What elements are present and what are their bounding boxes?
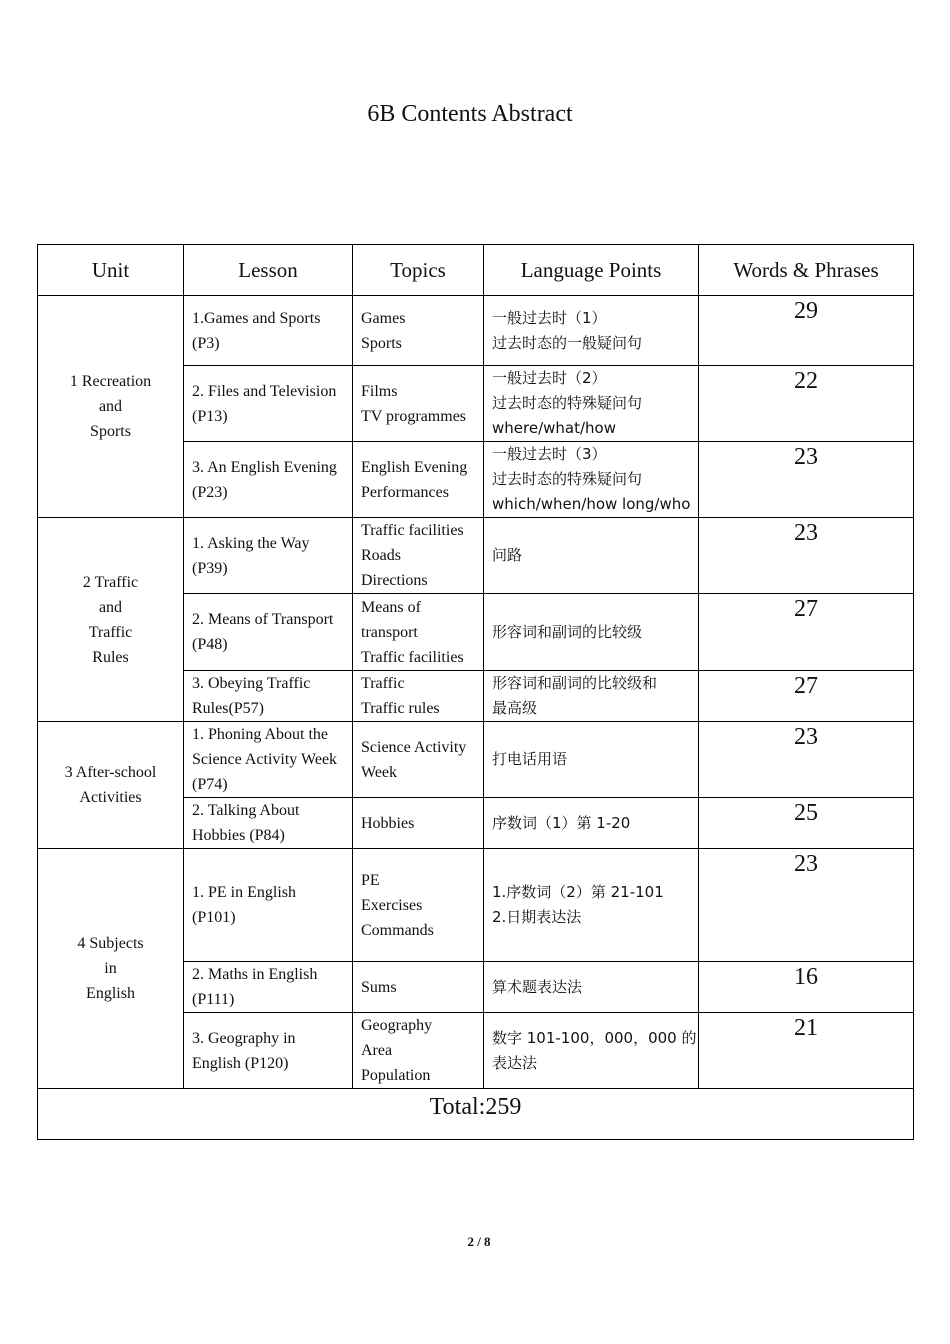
language-points-cell: [484, 594, 699, 671]
cell-line: 2. Means of Transport: [192, 611, 334, 628]
topics-cell: [353, 962, 484, 1013]
cell-line: TV programmes: [361, 407, 467, 425]
cell-line: Sports: [90, 423, 131, 440]
cell-line: 1.Games and Sports: [192, 309, 321, 327]
cell-line: 形容词和副词的比较级: [492, 622, 643, 641]
contents-table: [37, 244, 914, 1140]
cell-line: (P74): [192, 776, 228, 793]
cell-line: 一般过去时（2）: [492, 369, 607, 387]
cell-line: 数字 101-100，000，000 的: [492, 1028, 697, 1047]
cell-line: 1.序数词（2）第 21-101: [492, 883, 664, 901]
language-points-cell: [484, 962, 699, 1013]
topics-cell: [353, 296, 484, 366]
cell-line: where/what/how: [492, 419, 616, 437]
language-points-cell: [484, 722, 699, 798]
unit-cell: [38, 296, 184, 518]
cell-line: (P111): [192, 991, 235, 1008]
language-points-cell: [484, 671, 699, 722]
lesson-cell: [184, 962, 353, 1013]
lesson-cell: [184, 1013, 353, 1089]
header-topics: Topics: [353, 245, 484, 296]
words-count-cell: 29: [699, 296, 914, 366]
topics-cell: [353, 1013, 484, 1089]
lesson-cell: [184, 518, 353, 594]
cell-line: 最高级: [492, 699, 538, 717]
cell-line: Traffic facilities: [361, 522, 464, 539]
cell-line: Hobbies: [361, 814, 415, 832]
cell-line: Traffic: [88, 623, 133, 641]
cell-line: 3. Geography in: [192, 1029, 296, 1047]
lesson-cell: [184, 798, 353, 849]
cell-line: 4 Subjects: [77, 935, 144, 952]
language-points-cell: [484, 296, 699, 366]
words-count-cell: 27: [699, 671, 914, 722]
lesson-cell: [184, 296, 353, 366]
cell-line: English (P120): [192, 1054, 289, 1072]
cell-line: 形容词和副词的比较级和: [492, 674, 658, 692]
cell-line: 2. Maths in English: [192, 966, 318, 983]
cell-line: 2 Traffic: [82, 573, 139, 591]
topics-cell: [353, 442, 484, 518]
cell-line: Sums: [361, 978, 397, 996]
cell-line: 算术题表达法: [492, 977, 583, 996]
cell-line: Commands: [361, 921, 434, 939]
cell-line: and: [98, 598, 123, 616]
cell-line: Directions: [361, 572, 428, 589]
topics-cell: [353, 366, 484, 442]
cell-line: 1 Recreation: [69, 373, 152, 390]
language-points-cell: [484, 1013, 699, 1089]
cell-line: (P39): [192, 559, 228, 577]
cell-line: 序数词（1）第 1-20: [492, 813, 631, 832]
unit-cell: [38, 849, 184, 1089]
cell-line: 1. Phoning About the: [192, 726, 329, 743]
cell-line: 过去时态的一般疑问句: [492, 333, 643, 352]
lesson-cell: [184, 722, 353, 798]
cell-line: transport: [361, 623, 418, 641]
document-title: 6B Contents Abstract: [367, 101, 573, 127]
cell-line: Rules(P57): [192, 700, 264, 717]
lesson-cell: [184, 442, 353, 518]
language-points-cell: [484, 798, 699, 849]
cell-line: Activities: [79, 789, 142, 806]
language-points-cell: [484, 442, 699, 518]
table-row: [38, 722, 914, 798]
cell-line: 一般过去时（1）: [492, 308, 607, 327]
page-number: 2 / 8: [467, 1234, 491, 1249]
cell-line: Geography: [361, 1017, 433, 1034]
cell-line: Rules: [92, 648, 129, 666]
total-cell: Total:259: [38, 1089, 914, 1140]
cell-line: 问路: [492, 546, 523, 564]
words-count-cell: 16: [699, 962, 914, 1013]
words-count-cell: 23: [699, 442, 914, 518]
cell-line: 过去时态的特殊疑问句: [492, 470, 643, 488]
cell-line: Exercises: [361, 896, 423, 914]
cell-line: PE: [361, 871, 380, 889]
cell-line: Science Activity: [361, 738, 467, 756]
cell-line: (P13): [192, 407, 228, 425]
cell-line: Means of: [361, 598, 421, 616]
topics-cell: [353, 594, 484, 671]
lesson-cell: [184, 671, 353, 722]
topics-cell: [353, 671, 484, 722]
cell-line: (P101): [192, 909, 236, 926]
cell-line: 1. PE in English: [192, 884, 297, 901]
cell-line: Traffic facilities: [361, 648, 464, 666]
cell-line: 1. Asking the Way: [192, 534, 310, 552]
cell-line: English: [86, 985, 135, 1002]
cell-line: Films: [361, 382, 398, 400]
language-points-cell: [484, 366, 699, 442]
cell-line: in: [104, 960, 117, 977]
cell-line: Sports: [361, 334, 402, 352]
lesson-cell: [184, 849, 353, 962]
cell-line: 3. An English Evening: [192, 458, 337, 476]
cell-line: 2. Talking About: [192, 802, 300, 819]
header-row: [38, 245, 914, 296]
cell-line: 2. Files and Television: [192, 382, 337, 400]
cell-line: 一般过去时（3）: [492, 445, 607, 463]
topics-cell: [353, 722, 484, 798]
table-row: [38, 518, 914, 594]
cell-line: Week: [361, 763, 398, 781]
topics-cell: [353, 518, 484, 594]
words-count-cell: 25: [699, 798, 914, 849]
cell-line: (P48): [192, 636, 228, 653]
cell-line: Area: [361, 1042, 393, 1059]
cell-line: Science Activity Week: [192, 751, 338, 768]
cell-line: 表达法: [492, 1053, 538, 1072]
words-count-cell: 23: [699, 722, 914, 798]
words-count-cell: 21: [699, 1013, 914, 1089]
table-row: [38, 296, 914, 366]
cell-line: and: [98, 398, 123, 415]
cell-line: Performances: [361, 483, 449, 501]
words-count-cell: 23: [699, 518, 914, 594]
cell-line: English Evening: [361, 458, 468, 476]
cell-line: Population: [361, 1067, 431, 1084]
words-count-cell: 22: [699, 366, 914, 442]
cell-line: 打电话用语: [492, 750, 568, 768]
cell-line: 2.日期表达法: [492, 908, 582, 926]
words-count-cell: 27: [699, 594, 914, 671]
topics-cell: [353, 849, 484, 962]
language-points-cell: [484, 518, 699, 594]
lesson-cell: [184, 366, 353, 442]
unit-cell: [38, 722, 184, 849]
cell-line: Traffic rules: [361, 700, 440, 717]
header-lesson: Lesson: [184, 245, 353, 296]
cell-line: (P23): [192, 483, 228, 501]
cell-line: 3 After-school: [64, 764, 157, 781]
language-points-cell: [484, 849, 699, 962]
words-count-cell: 23: [699, 849, 914, 962]
cell-line: 过去时态的特殊疑问句: [492, 394, 643, 412]
cell-line: 3. Obeying Traffic: [192, 675, 311, 692]
cell-line: Hobbies (P84): [192, 827, 285, 844]
lesson-cell: [184, 594, 353, 671]
header-unit: Unit: [38, 245, 184, 296]
table-row: [38, 849, 914, 962]
cell-line: (P3): [192, 334, 220, 352]
cell-line: Traffic: [361, 675, 405, 692]
cell-line: Games: [361, 309, 406, 327]
topics-cell: [353, 798, 484, 849]
total-row: [38, 1089, 914, 1140]
cell-line: Roads: [361, 547, 401, 564]
header-words-phrases: Words & Phrases: [699, 245, 914, 296]
header-language-points: Language Points: [484, 245, 699, 296]
unit-cell: [38, 518, 184, 722]
cell-line: which/when/how long/who: [492, 495, 691, 513]
